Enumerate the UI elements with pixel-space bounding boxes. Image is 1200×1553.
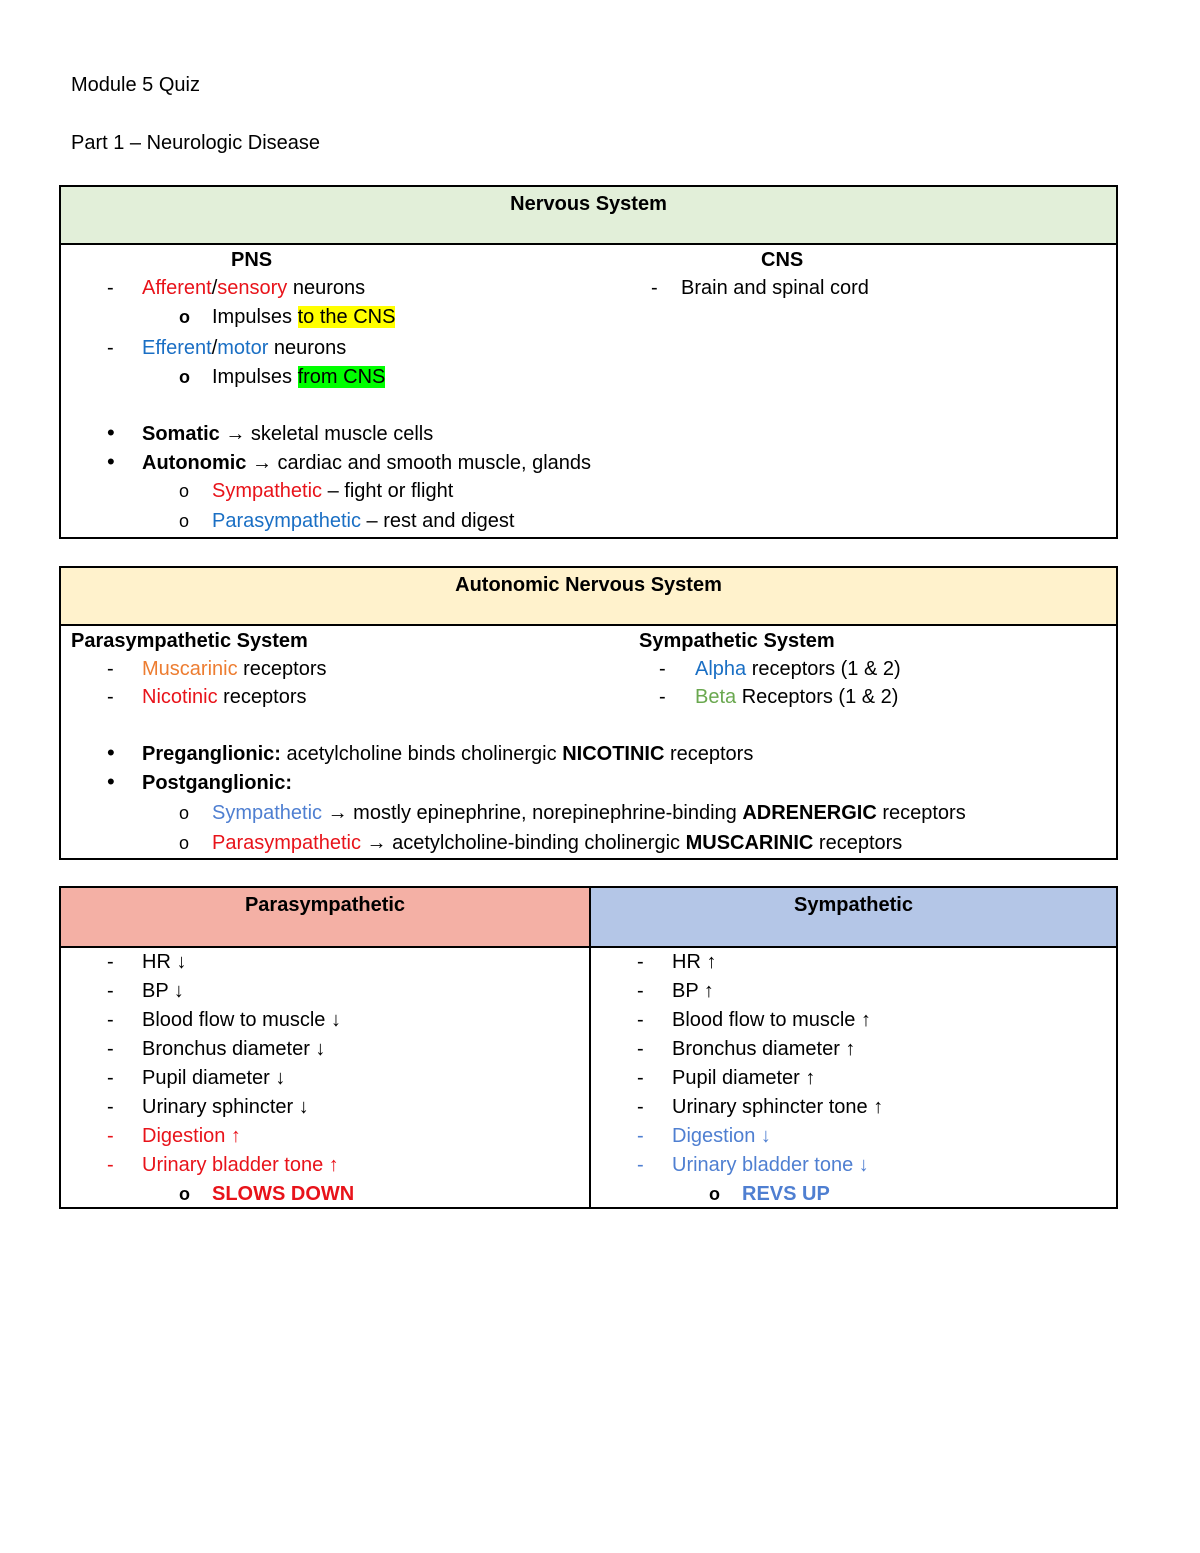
dash-marker: - xyxy=(637,1067,644,1089)
impulses-text: Impulses xyxy=(212,366,298,388)
effect-item: Urinary sphincter ↓ xyxy=(142,1096,309,1118)
dash-marker: - xyxy=(651,277,658,299)
preganglionic-text: acetylcholine binds cholinergic xyxy=(280,743,563,765)
post-parasympathetic-line xyxy=(212,832,902,855)
hollow-bullet-icon: o xyxy=(179,1184,190,1204)
circle-bullet-icon: o xyxy=(179,481,190,501)
hollow-bullet-icon: o xyxy=(179,367,190,387)
circle-bullet-icon: o xyxy=(179,511,190,531)
dash-marker: - xyxy=(637,1154,644,1176)
dash-marker: - xyxy=(659,686,666,708)
parasympathetic-column-title: Parasympathetic xyxy=(244,894,406,916)
autonomic-system-title: Autonomic Nervous System xyxy=(455,574,722,596)
parasympathetic-line xyxy=(212,510,514,533)
beta-line xyxy=(695,686,898,709)
bullet-icon: • xyxy=(107,769,115,794)
dash-marker: - xyxy=(637,951,644,973)
sympathetic-term: Sympathetic xyxy=(212,480,323,502)
beta-text: Receptors (1 & 2) xyxy=(736,686,899,708)
adrenergic-bold: ADRENERGIC xyxy=(742,802,877,824)
from-cns-highlight: from CNS xyxy=(297,366,386,388)
muscarinic-term: Muscarinic xyxy=(142,658,238,680)
nicotinic-term: Nicotinic xyxy=(142,686,218,708)
muscarinic-bold: MUSCARINIC xyxy=(685,832,814,854)
receptors-text: receptors xyxy=(237,658,327,680)
dash-marker: - xyxy=(107,277,114,299)
cns-item: Brain and spinal cord xyxy=(681,277,869,299)
bullet-icon: • xyxy=(107,740,115,765)
effect-item: Pupil diameter ↑ xyxy=(672,1067,816,1089)
parasympathetic-column-header xyxy=(61,888,589,948)
pns-heading: PNS xyxy=(231,249,273,271)
slash: / xyxy=(211,337,218,359)
dash-marker: - xyxy=(637,980,644,1002)
sympathetic-line xyxy=(212,480,453,503)
circle-bullet-icon: o xyxy=(179,833,190,853)
comparison-table xyxy=(59,886,1118,1209)
nicotinic-line xyxy=(142,686,307,709)
autonomic-text: → cardiac and smooth muscle, glands xyxy=(246,452,592,474)
impulses-from-line xyxy=(212,366,385,389)
impulses-to-line xyxy=(212,306,395,329)
afferent-term: Afferent xyxy=(142,277,212,299)
sensory-term: sensory xyxy=(217,277,288,299)
post-sympathetic-term: Sympathetic xyxy=(212,802,323,824)
effect-item: Blood flow to muscle ↓ xyxy=(142,1009,341,1031)
beta-term: Beta xyxy=(695,686,737,708)
effect-item: Bronchus diameter ↑ xyxy=(672,1038,856,1060)
alpha-line xyxy=(695,658,901,681)
autonomic-label: Autonomic xyxy=(142,452,247,474)
post-sympathetic-text-end: receptors xyxy=(876,802,966,824)
dash-marker: - xyxy=(637,1009,644,1031)
somatic-text: → skeletal muscle cells xyxy=(219,423,434,445)
dash-marker: - xyxy=(107,951,114,973)
sympathetic-column-title: Sympathetic xyxy=(794,894,913,916)
sympathetic-system-heading: Sympathetic System xyxy=(639,630,835,652)
preganglionic-line xyxy=(142,743,753,766)
bullet-icon: • xyxy=(107,420,115,445)
autonomic-system-header xyxy=(61,568,1116,626)
effect-item: Urinary bladder tone ↓ xyxy=(672,1154,869,1176)
effect-item: Bronchus diameter ↓ xyxy=(142,1038,326,1060)
dash-marker: - xyxy=(637,1096,644,1118)
dash-marker: - xyxy=(107,1154,114,1176)
cns-heading: CNS xyxy=(761,249,804,271)
alpha-text: receptors (1 & 2) xyxy=(746,658,901,680)
sympathetic-column-header xyxy=(591,888,1116,948)
afferent-line xyxy=(142,277,365,300)
autonomic-system-table xyxy=(59,566,1118,860)
autonomic-line xyxy=(142,452,591,475)
dash-marker: - xyxy=(107,1096,114,1118)
sympathetic-effects-list xyxy=(591,948,1116,1208)
preganglionic-label: Preganglionic: xyxy=(142,743,281,765)
effect-item: HR ↓ xyxy=(142,951,187,973)
alpha-term: Alpha xyxy=(695,658,747,680)
circle-bullet-icon: o xyxy=(179,803,190,823)
dash-marker: - xyxy=(107,1038,114,1060)
document-title: Module 5 Quiz xyxy=(71,74,200,96)
somatic-label: Somatic xyxy=(142,423,220,445)
document-subtitle: Part 1 – Neurologic Disease xyxy=(71,132,321,154)
neurons-text: neurons xyxy=(287,277,366,299)
effect-summary: SLOWS DOWN xyxy=(212,1183,355,1205)
parasympathetic-text: – rest and digest xyxy=(360,510,515,532)
effect-item: BP ↑ xyxy=(672,980,714,1002)
post-parasympathetic-text-end: receptors xyxy=(813,832,903,854)
neurons-text: neurons xyxy=(268,337,347,359)
dash-marker: - xyxy=(107,1125,114,1147)
nervous-system-header xyxy=(61,187,1116,245)
effect-item: Digestion ↑ xyxy=(142,1125,241,1147)
post-parasympathetic-text: → acetylcholine-binding cholinergic xyxy=(360,832,686,854)
slash: / xyxy=(211,277,218,299)
effect-item: Urinary sphincter tone ↑ xyxy=(672,1096,884,1118)
effect-item: Digestion ↓ xyxy=(672,1125,771,1147)
receptors-text: receptors xyxy=(217,686,307,708)
dash-marker: - xyxy=(107,658,114,680)
preganglionic-text-end: receptors xyxy=(664,743,754,765)
effect-item: Pupil diameter ↓ xyxy=(142,1067,286,1089)
effect-summary: REVS UP xyxy=(742,1183,830,1205)
nervous-system-title: Nervous System xyxy=(510,193,667,215)
efferent-line xyxy=(142,337,346,360)
dash-marker: - xyxy=(107,980,114,1002)
post-parasympathetic-term: Parasympathetic xyxy=(212,832,361,854)
parasympathetic-term: Parasympathetic xyxy=(212,510,361,532)
dash-marker: - xyxy=(107,1067,114,1089)
muscarinic-line xyxy=(142,658,327,681)
somatic-line xyxy=(142,423,433,446)
efferent-term: Efferent xyxy=(142,337,212,359)
impulses-text: Impulses xyxy=(212,306,298,328)
sympathetic-text: – fight or flight xyxy=(322,480,454,502)
bullet-icon: • xyxy=(107,449,115,474)
effect-item: Urinary bladder tone ↑ xyxy=(142,1154,339,1176)
dash-marker: - xyxy=(107,337,114,359)
motor-term: motor xyxy=(217,337,269,359)
dash-marker: - xyxy=(107,1009,114,1031)
parasympathetic-effects-list xyxy=(61,948,589,1208)
dash-marker: - xyxy=(659,658,666,680)
nervous-system-table xyxy=(59,185,1118,539)
post-sympathetic-text: → mostly epinephrine, norepinephrine-binding xyxy=(322,802,743,824)
effect-item: HR ↑ xyxy=(672,951,717,973)
effect-item: BP ↓ xyxy=(142,980,184,1002)
effect-item: Blood flow to muscle ↑ xyxy=(672,1009,871,1031)
hollow-bullet-icon: o xyxy=(179,307,190,327)
to-cns-highlight: to the CNS xyxy=(297,306,396,328)
dash-marker: - xyxy=(637,1125,644,1147)
dash-marker: - xyxy=(637,1038,644,1060)
parasympathetic-system-heading: Parasympathetic System xyxy=(71,630,308,652)
nicotinic-bold: NICOTINIC xyxy=(562,743,665,765)
post-sympathetic-line xyxy=(212,802,966,825)
hollow-bullet-icon: o xyxy=(709,1184,720,1204)
dash-marker: - xyxy=(107,686,114,708)
postganglionic-label: Postganglionic: xyxy=(142,772,292,794)
